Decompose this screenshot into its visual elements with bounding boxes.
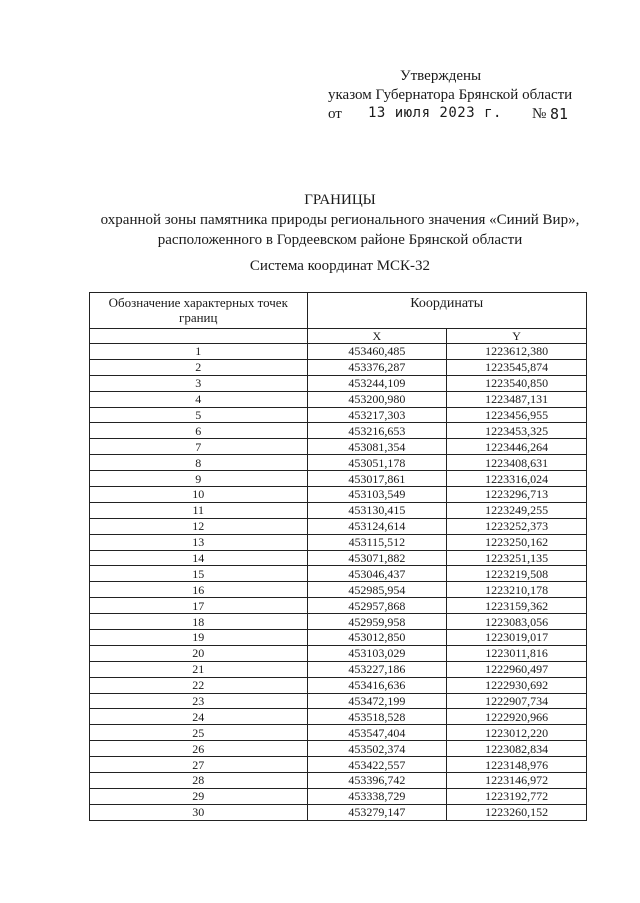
y-coordinate-cell: 1223612,380 [447,344,587,360]
point-number-cell: 30 [90,804,308,820]
y-coordinate-cell: 1222920,966 [447,709,587,725]
y-coordinate-cell: 1223148,976 [447,757,587,773]
x-coordinate-cell: 453422,557 [307,757,447,773]
table-row [90,487,587,503]
x-coordinate-cell: 453547,404 [307,725,447,741]
table-row [90,725,587,741]
table-row [90,407,587,423]
x-coordinate-cell: 453502,374 [307,741,447,757]
table-row [90,344,587,360]
point-number-cell: 14 [90,550,308,566]
point-number-cell: 16 [90,582,308,598]
x-coordinate-cell: 453081,354 [307,439,447,455]
point-number-cell: 4 [90,391,308,407]
y-coordinate-cell: 1223082,834 [447,741,587,757]
title-line-2: охранной зоны памятника природы регионального значения «Синий Вир», [100,212,580,228]
table-row [90,741,587,757]
header-x: X [307,329,447,344]
header-y: Y [447,329,587,344]
point-number-cell: 3 [90,375,308,391]
header-point-designation: Обозначение характерных точек границ [90,293,308,329]
x-coordinate-cell: 453130,415 [307,502,447,518]
x-coordinate-cell: 453115,512 [307,534,447,550]
point-number-cell: 1 [90,344,308,360]
point-number-cell: 18 [90,614,308,630]
y-coordinate-cell: 1223487,131 [447,391,587,407]
x-coordinate-cell: 453071,882 [307,550,447,566]
table-body [90,344,587,821]
point-number-cell: 19 [90,630,308,646]
title-line-1: ГРАНИЦЫ [304,192,376,208]
y-coordinate-cell: 1223251,135 [447,550,587,566]
y-coordinate-cell: 1222960,497 [447,661,587,677]
table-row [90,693,587,709]
y-coordinate-cell: 1223545,874 [447,359,587,375]
point-number-cell: 26 [90,741,308,757]
point-number-cell: 23 [90,693,308,709]
y-coordinate-cell: 1223192,772 [447,788,587,804]
table-row [90,598,587,614]
table-row [90,661,587,677]
coordinate-system-label: Система координат МСК-32 [249,258,431,274]
y-coordinate-cell: 1223408,631 [447,455,587,471]
y-coordinate-cell: 1223012,220 [447,725,587,741]
point-number-cell: 13 [90,534,308,550]
y-coordinate-cell: 1223540,850 [447,375,587,391]
x-coordinate-cell: 453017,861 [307,471,447,487]
y-coordinate-cell: 1223249,255 [447,502,587,518]
table-row [90,550,587,566]
point-number-cell: 5 [90,407,308,423]
approval-from-label: от [328,106,342,122]
point-number-cell: 11 [90,502,308,518]
table-row [90,391,587,407]
point-number-cell: 6 [90,423,308,439]
y-coordinate-cell: 1223316,024 [447,471,587,487]
y-coordinate-cell: 1223019,017 [447,630,587,646]
table-row [90,471,587,487]
point-number-cell: 24 [90,709,308,725]
point-number-cell: 21 [90,661,308,677]
table-row [90,534,587,550]
x-coordinate-cell: 453244,109 [307,375,447,391]
y-coordinate-cell: 1223456,955 [447,407,587,423]
y-coordinate-cell: 1223252,373 [447,518,587,534]
y-coordinate-cell: 1222907,734 [447,693,587,709]
title-line-3: расположенного в Гордеевском районе Брянской области [157,232,523,248]
approval-authority: указом Губернатора Брянской области [328,87,573,103]
point-number-cell: 15 [90,566,308,582]
approval-heading: Утверждены [400,68,482,84]
y-coordinate-cell: 1223446,264 [447,439,587,455]
x-coordinate-cell: 452985,954 [307,582,447,598]
x-coordinate-cell: 453338,729 [307,788,447,804]
table-row [90,677,587,693]
table-row [90,788,587,804]
x-coordinate-cell: 453472,199 [307,693,447,709]
table-row [90,423,587,439]
table-row [90,773,587,789]
y-coordinate-cell: 1222930,692 [447,677,587,693]
y-coordinate-cell: 1223296,713 [447,487,587,503]
point-number-cell: 8 [90,455,308,471]
x-coordinate-cell: 453046,437 [307,566,447,582]
document-title [0,190,640,250]
coordinates-table [89,292,587,821]
table-row [90,630,587,646]
approval-number: 81 [550,105,569,123]
y-coordinate-cell: 1223250,162 [447,534,587,550]
table-row [90,375,587,391]
point-number-cell: 25 [90,725,308,741]
table-row [90,455,587,471]
x-coordinate-cell: 453279,147 [307,804,447,820]
header-coordinates: Координаты [307,293,587,329]
x-coordinate-cell: 453227,186 [307,661,447,677]
x-coordinate-cell: 453051,178 [307,455,447,471]
point-number-cell: 7 [90,439,308,455]
approval-date: 13 июля 2023 г. [368,105,502,121]
point-number-cell: 17 [90,598,308,614]
point-number-cell: 22 [90,677,308,693]
y-coordinate-cell: 1223210,178 [447,582,587,598]
x-coordinate-cell: 453103,549 [307,487,447,503]
point-number-cell: 29 [90,788,308,804]
point-number-cell: 28 [90,773,308,789]
x-coordinate-cell: 453376,287 [307,359,447,375]
table-row [90,566,587,582]
y-coordinate-cell: 1223260,152 [447,804,587,820]
table-row [90,804,587,820]
x-coordinate-cell: 453012,850 [307,630,447,646]
table-row [90,439,587,455]
table-row [90,518,587,534]
x-coordinate-cell: 453103,029 [307,645,447,661]
approval-number-sign: № [532,106,547,122]
header-blank-cell [90,329,308,344]
x-coordinate-cell: 453518,528 [307,709,447,725]
point-number-cell: 2 [90,359,308,375]
table-row [90,502,587,518]
x-coordinate-cell: 453396,742 [307,773,447,789]
table-row [90,709,587,725]
table-row [90,757,587,773]
y-coordinate-cell: 1223011,816 [447,645,587,661]
table-row [90,359,587,375]
x-coordinate-cell: 453460,485 [307,344,447,360]
x-coordinate-cell: 452959,958 [307,614,447,630]
x-coordinate-cell: 453200,980 [307,391,447,407]
table-row [90,645,587,661]
y-coordinate-cell: 1223083,056 [447,614,587,630]
table-row [90,614,587,630]
point-number-cell: 9 [90,471,308,487]
x-coordinate-cell: 453217,303 [307,407,447,423]
point-number-cell: 27 [90,757,308,773]
y-coordinate-cell: 1223453,325 [447,423,587,439]
point-number-cell: 20 [90,645,308,661]
x-coordinate-cell: 453416,636 [307,677,447,693]
table-row [90,582,587,598]
x-coordinate-cell: 453124,614 [307,518,447,534]
x-coordinate-cell: 452957,868 [307,598,447,614]
x-coordinate-cell: 453216,653 [307,423,447,439]
point-number-cell: 10 [90,487,308,503]
y-coordinate-cell: 1223159,362 [447,598,587,614]
y-coordinate-cell: 1223219,508 [447,566,587,582]
point-number-cell: 12 [90,518,308,534]
y-coordinate-cell: 1223146,972 [447,773,587,789]
